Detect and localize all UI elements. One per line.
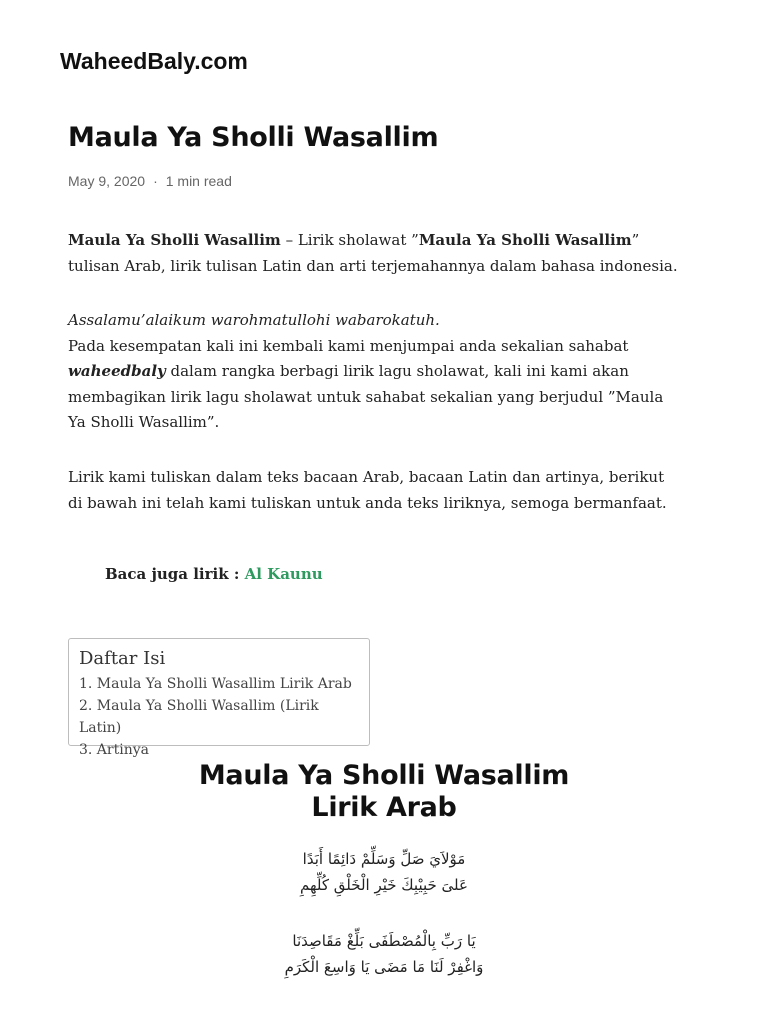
lyric-line: عَلىَ حَبِيْبِكَ خَيْرِ الْخَلْقِ كُلِّهِمِ: [300, 876, 468, 894]
lyrics-description-paragraph: Lirik kami tuliskan dalam teks bacaan Arab, bacaan Latin dan artinya, berikut di bawah ini telah kami tuliskan untuk anda teks liriknya, semoga bermanfaat.: [68, 468, 667, 512]
toc-link-latin[interactable]: 2. Maula Ya Sholli Wasallim (Lirik Latin): [79, 698, 319, 736]
intro-bold-title: Maula Ya Sholli Wasallim: [68, 231, 281, 249]
site-title-link[interactable]: WaheedBaly.com: [60, 48, 248, 74]
lyric-line: يَا رَبِّ بِالْمُصْطَفَى بَلِّغْ مَقَاصِدَنَا: [292, 932, 476, 950]
lyric-line: وَاغْفِرْ لَنَا مَا مَضَى يَا وَاسِعَ الْكَرَمِ: [284, 958, 484, 976]
post-meta: [68, 173, 232, 189]
read-also-link[interactable]: Al Kaunu: [244, 565, 323, 583]
section-heading: [0, 760, 768, 824]
section-heading-line-2: Lirik Arab: [311, 792, 457, 823]
greeting-italic: Assalamu’alaikum warohmatullohi wabarokatuh.: [68, 311, 440, 329]
post-date: May 9, 2020: [68, 173, 146, 189]
read-also-label: Baca juga lirik :: [105, 565, 245, 583]
greeting-text-2: dalam rangka berbagi lirik lagu sholawat, kali ini kami akan membagikan lirik lagu sholawat untuk sahabat sekalian yang berjudul ”Maula Ya Sholli Wasallim”.: [68, 362, 664, 431]
read-also: [105, 565, 323, 583]
intro-text-1: – Lirik sholawat ”: [280, 231, 419, 249]
intro-paragraph: [68, 228, 678, 279]
lyric-line: مَوْلاَيَ صَلِّ وَسَلِّمْ دَائِمًا أَبَدًا: [302, 850, 466, 868]
toc-list: [79, 673, 359, 761]
greeting-text-1: Pada kesempatan kali ini kembali kami menjumpai anda sekalian sahabat: [68, 336, 629, 355]
lyric-verse: [0, 928, 768, 980]
toc-item: [79, 739, 359, 761]
section-heading-line-1: Maula Ya Sholli Wasallim: [198, 760, 570, 791]
toc-item: [79, 695, 359, 739]
toc-link-artinya[interactable]: 3. Artinya: [79, 742, 149, 758]
lyric-verse: [0, 846, 768, 898]
meta-separator: ·: [153, 173, 158, 189]
toc-title: Daftar Isi: [79, 648, 166, 669]
toc-link-arab[interactable]: 1. Maula Ya Sholli Wasallim Lirik Arab: [79, 676, 352, 692]
intro-bold-title-2: Maula Ya Sholli Wasallim: [418, 231, 632, 249]
table-of-contents: [68, 638, 370, 758]
read-time: 1 min read: [165, 173, 232, 189]
post-title: Maula Ya Sholli Wasallim: [68, 122, 439, 153]
toc-item: [79, 673, 359, 695]
greeting-paragraph: [68, 308, 678, 436]
brand-name: waheedbaly: [68, 362, 166, 380]
intro-text-2: ” tulisan Arab, lirik tulisan Latin dan arti terjemahannya dalam bahasa indonesia.: [68, 231, 678, 275]
